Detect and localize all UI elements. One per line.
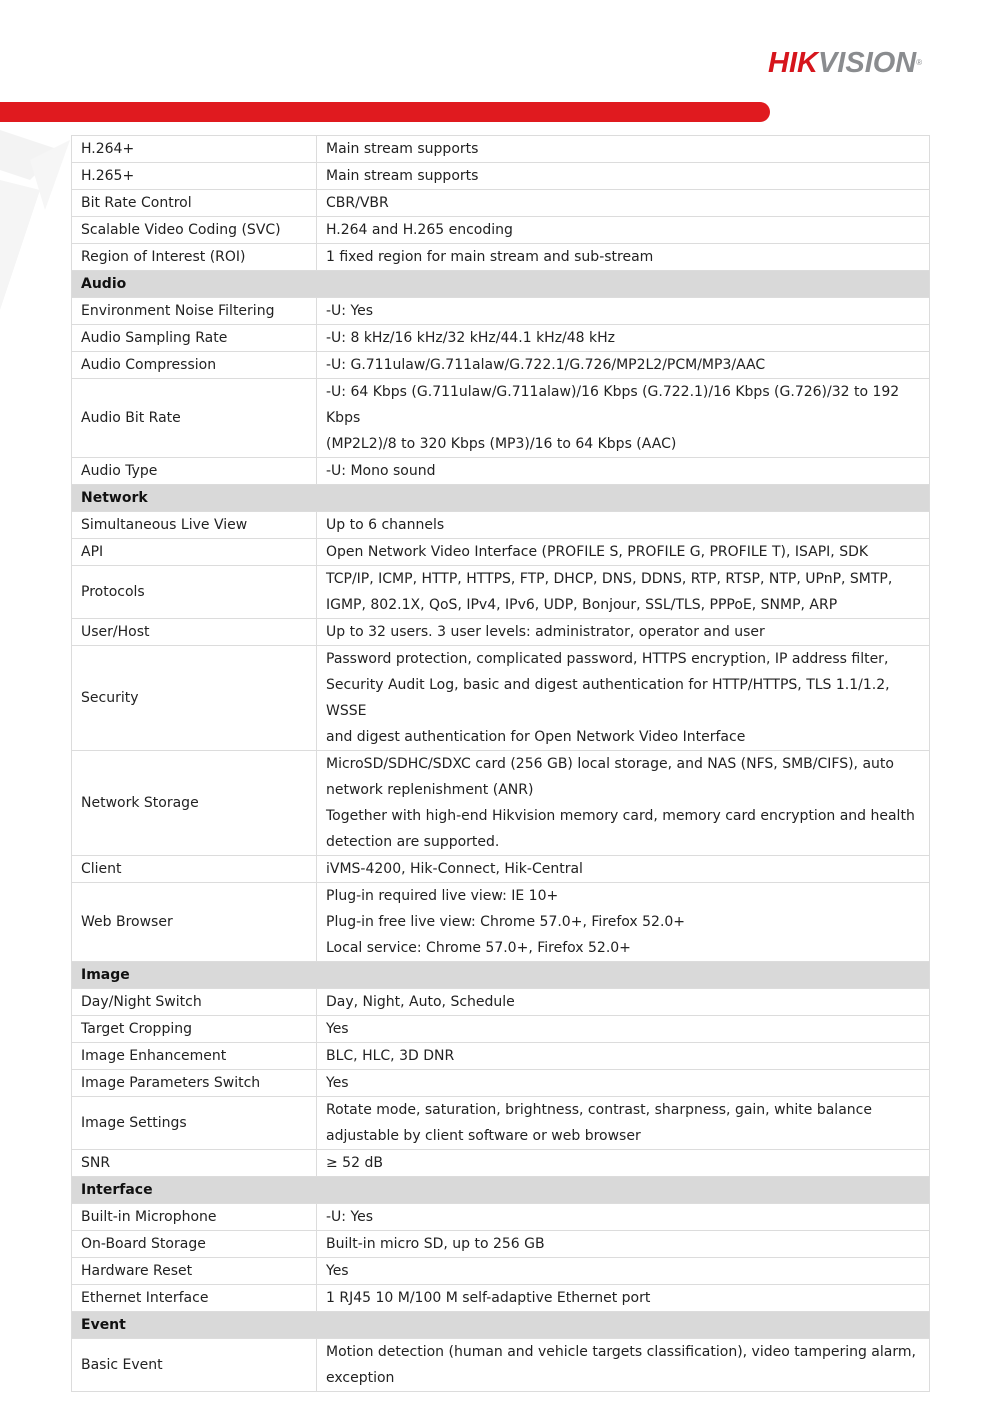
logo-registered-mark: ® — [916, 58, 923, 67]
spec-value-line: -U: Yes — [326, 303, 374, 319]
spec-value-line: -U: G.711ulaw/G.711alaw/G.722.1/G.726/MP2L2/PCM/MP3/AAC — [326, 357, 766, 373]
spec-label: Hardware Reset — [72, 1258, 317, 1285]
specification-table — [71, 135, 930, 1392]
spec-row — [72, 136, 930, 163]
spec-row — [72, 512, 930, 539]
spec-label: Ethernet Interface — [72, 1285, 317, 1312]
spec-value — [317, 989, 930, 1016]
spec-value — [317, 1016, 930, 1043]
spec-label: Day/Night Switch — [72, 989, 317, 1016]
section-header-row — [72, 485, 930, 512]
spec-value — [317, 352, 930, 379]
spec-value-line: -U: 8 kHz/16 kHz/32 kHz/44.1 kHz/48 kHz — [326, 330, 616, 346]
spec-value — [317, 646, 930, 751]
spec-row — [72, 1285, 930, 1312]
spec-value-line: Up to 32 users. 3 user levels: administrator, operator and user — [326, 624, 765, 640]
spec-value-line: -U: Mono sound — [326, 463, 436, 479]
section-title: Image — [72, 962, 930, 989]
spec-value — [317, 1097, 930, 1150]
spec-value-line: ≥ 52 dB — [326, 1155, 383, 1171]
spec-value-line: 1 RJ45 10 M/100 M self-adaptive Ethernet port — [326, 1290, 651, 1306]
spec-value — [317, 217, 930, 244]
spec-value — [317, 1204, 930, 1231]
spec-label: On-Board Storage — [72, 1231, 317, 1258]
spec-value-line: exception — [326, 1370, 395, 1386]
spec-row — [72, 190, 930, 217]
spec-value — [317, 163, 930, 190]
spec-value-line: network replenishment (ANR) — [326, 782, 534, 798]
spec-label: H.264+ — [72, 136, 317, 163]
spec-row — [72, 1043, 930, 1070]
spec-value-line: Day, Night, Auto, Schedule — [326, 994, 515, 1010]
spec-label: Image Settings — [72, 1097, 317, 1150]
spec-row — [72, 325, 930, 352]
spec-label: Scalable Video Coding (SVC) — [72, 217, 317, 244]
section-header-row — [72, 271, 930, 298]
section-title: Interface — [72, 1177, 930, 1204]
spec-value-line: adjustable by client software or web browser — [326, 1128, 641, 1144]
spec-value — [317, 1043, 930, 1070]
spec-label: Target Cropping — [72, 1016, 317, 1043]
spec-value-line: BLC, HLC, 3D DNR — [326, 1048, 455, 1064]
spec-value-line: Security Audit Log, basic and digest authentication for HTTP/HTTPS, TLS 1.1/1.2, WSSE — [326, 677, 890, 719]
section-title: Event — [72, 1312, 930, 1339]
spec-label: Region of Interest (ROI) — [72, 244, 317, 271]
spec-label: Network Storage — [72, 751, 317, 856]
spec-label: Protocols — [72, 566, 317, 619]
spec-value-line: Password protection, complicated password, HTTPS encryption, IP address filter, — [326, 651, 889, 667]
spec-row — [72, 751, 930, 856]
spec-value — [317, 1231, 930, 1258]
section-title: Audio — [72, 271, 930, 298]
spec-value — [317, 856, 930, 883]
spec-label: Image Enhancement — [72, 1043, 317, 1070]
spec-value-line: -U: 64 Kbps (G.711ulaw/G.711alaw)/16 Kbps (G.722.1)/16 Kbps (G.726)/32 to 192 Kbps — [326, 384, 900, 426]
spec-label: Basic Event — [72, 1339, 317, 1392]
spec-row — [72, 244, 930, 271]
spec-value-line: Main stream supports — [326, 141, 479, 157]
spec-value-line: MicroSD/SDHC/SDXC card (256 GB) local storage, and NAS (NFS, SMB/CIFS), auto — [326, 756, 894, 772]
spec-value-line: iVMS-4200, Hik-Connect, Hik-Central — [326, 861, 583, 877]
spec-value — [317, 883, 930, 962]
spec-row — [72, 1150, 930, 1177]
spec-row — [72, 539, 930, 566]
spec-row — [72, 163, 930, 190]
spec-row — [72, 566, 930, 619]
spec-value-line: IGMP, 802.1X, QoS, IPv4, IPv6, UDP, Bonjour, SSL/TLS, PPPoE, SNMP, ARP — [326, 597, 838, 613]
spec-label: Audio Sampling Rate — [72, 325, 317, 352]
spec-value — [317, 379, 930, 458]
spec-row — [72, 989, 930, 1016]
spec-label: Security — [72, 646, 317, 751]
spec-value — [317, 566, 930, 619]
section-title: Network — [72, 485, 930, 512]
spec-value — [317, 1258, 930, 1285]
spec-label: Audio Type — [72, 458, 317, 485]
background-watermark — [0, 120, 80, 320]
spec-row — [72, 883, 930, 962]
spec-value — [317, 539, 930, 566]
spec-label: Environment Noise Filtering — [72, 298, 317, 325]
spec-label: Image Parameters Switch — [72, 1070, 317, 1097]
spec-value-line: Main stream supports — [326, 168, 479, 184]
spec-label: User/Host — [72, 619, 317, 646]
spec-value-line: Plug-in free live view: Chrome 57.0+, Firefox 52.0+ — [326, 914, 686, 930]
logo-part-hik: HIK — [768, 47, 818, 79]
spec-row — [72, 217, 930, 244]
spec-row — [72, 619, 930, 646]
spec-value-line: Yes — [326, 1021, 349, 1037]
spec-label: Audio Bit Rate — [72, 379, 317, 458]
spec-value-line: 1 fixed region for main stream and sub-stream — [326, 249, 654, 265]
spec-row — [72, 1070, 930, 1097]
spec-row — [72, 352, 930, 379]
spec-value-line: Plug-in required live view: IE 10+ — [326, 888, 559, 904]
spec-value-line: Local service: Chrome 57.0+, Firefox 52.0+ — [326, 940, 631, 956]
header-red-bar — [0, 102, 770, 122]
spec-value-line: (MP2L2)/8 to 320 Kbps (MP3)/16 to 64 Kbps (AAC) — [326, 436, 677, 452]
spec-label: SNR — [72, 1150, 317, 1177]
spec-value-line: Open Network Video Interface (PROFILE S, PROFILE G, PROFILE T), ISAPI, SDK — [326, 544, 869, 560]
spec-row — [72, 1231, 930, 1258]
spec-value — [317, 1070, 930, 1097]
spec-label: Web Browser — [72, 883, 317, 962]
spec-row — [72, 458, 930, 485]
spec-label: H.265+ — [72, 163, 317, 190]
spec-value-line: Up to 6 channels — [326, 517, 445, 533]
spec-row — [72, 379, 930, 458]
spec-value-line: Motion detection (human and vehicle targets classification), video tampering alarm, — [326, 1344, 916, 1360]
spec-value-line: Rotate mode, saturation, brightness, contrast, sharpness, gain, white balance — [326, 1102, 872, 1118]
spec-value — [317, 298, 930, 325]
spec-value-line: CBR/VBR — [326, 195, 389, 211]
section-header-row — [72, 1312, 930, 1339]
spec-value-line: Together with high-end Hikvision memory card, memory card encryption and health — [326, 808, 915, 824]
spec-label: Bit Rate Control — [72, 190, 317, 217]
spec-label: Simultaneous Live View — [72, 512, 317, 539]
spec-value-line: H.264 and H.265 encoding — [326, 222, 513, 238]
spec-row — [72, 1339, 930, 1392]
logo-part-vision: VISION — [817, 47, 917, 79]
spec-label: Built-in Microphone — [72, 1204, 317, 1231]
spec-row — [72, 646, 930, 751]
spec-value — [317, 458, 930, 485]
spec-value — [317, 325, 930, 352]
spec-value-line: and digest authentication for Open Network Video Interface — [326, 729, 746, 745]
spec-row — [72, 1258, 930, 1285]
spec-value — [317, 1285, 930, 1312]
spec-value — [317, 619, 930, 646]
spec-value-line: TCP/IP, ICMP, HTTP, HTTPS, FTP, DHCP, DNS, DDNS, RTP, RTSP, NTP, UPnP, SMTP, — [326, 571, 893, 587]
spec-label: Audio Compression — [72, 352, 317, 379]
spec-value — [317, 1150, 930, 1177]
spec-label: API — [72, 539, 317, 566]
spec-row — [72, 1097, 930, 1150]
spec-value — [317, 512, 930, 539]
spec-value-line: Built-in micro SD, up to 256 GB — [326, 1236, 545, 1252]
spec-value — [317, 136, 930, 163]
spec-value — [317, 190, 930, 217]
spec-value-line: -U: Yes — [326, 1209, 374, 1225]
spec-value — [317, 244, 930, 271]
spec-value-line: Yes — [326, 1075, 349, 1091]
hikvision-logo — [768, 46, 958, 80]
spec-value — [317, 751, 930, 856]
spec-label: Client — [72, 856, 317, 883]
section-header-row — [72, 962, 930, 989]
spec-row — [72, 1016, 930, 1043]
spec-value — [317, 1339, 930, 1392]
spec-value-line: Yes — [326, 1263, 349, 1279]
spec-row — [72, 856, 930, 883]
spec-value-line: detection are supported. — [326, 834, 500, 850]
section-header-row — [72, 1177, 930, 1204]
spec-row — [72, 1204, 930, 1231]
spec-row — [72, 298, 930, 325]
